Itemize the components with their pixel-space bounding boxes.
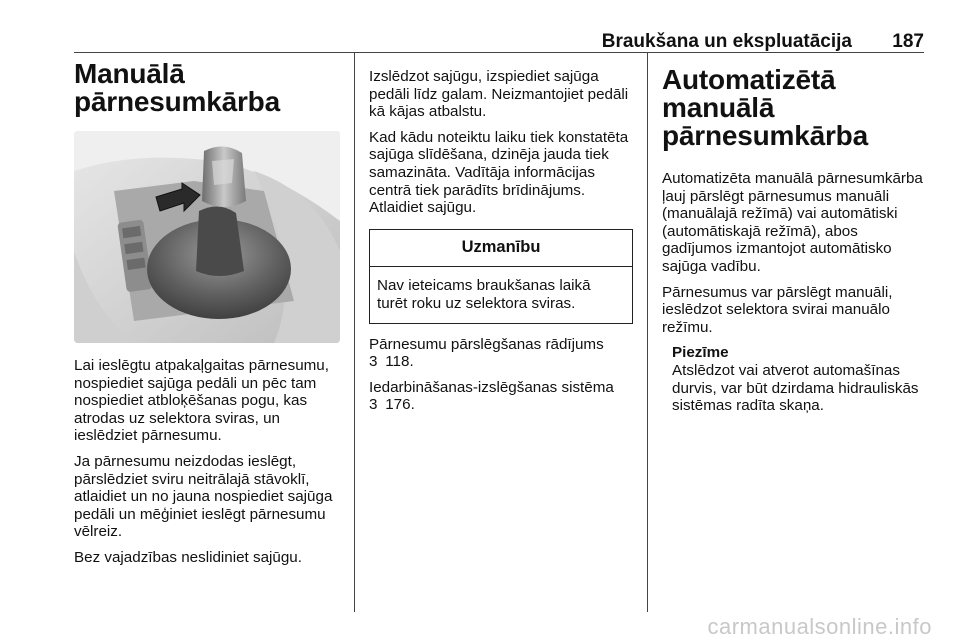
caution-body: Nav ieteicams braukšanas laikā turēt roku uz selektora sviras. bbox=[377, 277, 591, 312]
page-reference-icon: 3 bbox=[369, 396, 378, 414]
note-title: Piezīme bbox=[672, 344, 729, 362]
watermark: carmanualsonline.info bbox=[707, 614, 932, 639]
paragraph-reverse-gear: Lai ieslēgtu atpakaļgaitas pārnesumu, nospiediet sajūga pedāli un pēc tam nospiediet atbloķēšanas pogu, kas atrodas uz selektora sviras, un ieslēdziet pārnesumu. bbox=[74, 357, 329, 445]
heading-line-1: Manuālā bbox=[74, 58, 185, 89]
ref-text: Iedarbināšanas-izslēgšanas sistēma bbox=[369, 378, 614, 396]
paragraph-start-stop-ref bbox=[369, 379, 635, 414]
page-number: 187 bbox=[892, 31, 924, 52]
page-reference-icon: 3 bbox=[369, 353, 378, 371]
column-2 bbox=[369, 60, 635, 414]
ref-text: Pārnesumu pārslēgšanas rādījums bbox=[369, 335, 604, 353]
paragraph-manual-mode: Pārnesumus var pārslēgt manuāli, ieslēdzot selektora svirai manuālo režīmu. bbox=[662, 283, 893, 336]
paragraph-clutch-slip: Bez vajadzības neslidiniet sajūgu. bbox=[74, 548, 302, 566]
paragraph-clutch-warning: Kad kādu noteiktu laiku tiek konstatēta sajūga slīdēšana, dzinēja jauda tiek samazināta. Vadītāja informācijas centrā tiek parādīts brīdinājums. Atlaidiet sajūgu. bbox=[369, 128, 629, 217]
caution-box bbox=[369, 229, 633, 324]
section-heading-manual-gearbox bbox=[74, 60, 342, 116]
gear-lever-photo bbox=[74, 131, 340, 343]
heading-line-2: pārnesumkārba bbox=[662, 120, 868, 151]
column-divider-1 bbox=[354, 52, 355, 612]
note-body: Atslēdzot vai atverot automašīnas durvis, var būt dzirdama hidrauliskās sistēmas radīta skaņa. bbox=[672, 361, 919, 415]
column-3 bbox=[662, 60, 928, 415]
ref-page[interactable]: 118. bbox=[385, 353, 414, 371]
paragraph-gear-retry: Ja pārnesumu neizdodas ieslēgt, pārslēdziet sviru neitrālajā stāvoklī, atlaidiet un no jauna nospiediet sajūga pedāli un mēģiniet ieslēgt pārnesumu vēlreiz. bbox=[74, 452, 333, 541]
column-divider-2 bbox=[647, 52, 648, 612]
heading-line-2: pārnesumkārba bbox=[74, 86, 280, 117]
paragraph-shift-indicator-ref bbox=[369, 336, 635, 371]
heading-line-1: Automatizētā manuālā bbox=[662, 64, 836, 123]
running-header-title: Braukšana un ekspluatācija bbox=[601, 31, 852, 52]
note-block bbox=[662, 344, 928, 414]
caution-title: Uzmanību bbox=[370, 230, 632, 268]
paragraph-clutch-pedal: Izslēdzot sajūgu, izspiediet sajūga pedāli līdz galam. Neizmantojiet pedāli kā kājas atbalstu. bbox=[369, 68, 629, 121]
paragraph-automated-gearbox-intro: Automatizēta manuālā pārnesumkārba ļauj pārslēgt pārnesumus manuāli (manuālajā režīmā) vai automātiski (automātiskajā režīmā), abos gadījumos izmantojot automātisko sajūga vadību. bbox=[662, 170, 923, 275]
section-heading-automated-manual-gearbox bbox=[662, 66, 928, 150]
ref-page[interactable]: 176. bbox=[385, 396, 415, 414]
column-1 bbox=[74, 60, 342, 567]
header-rule bbox=[74, 52, 924, 53]
gear-lever-illustration bbox=[74, 131, 340, 343]
